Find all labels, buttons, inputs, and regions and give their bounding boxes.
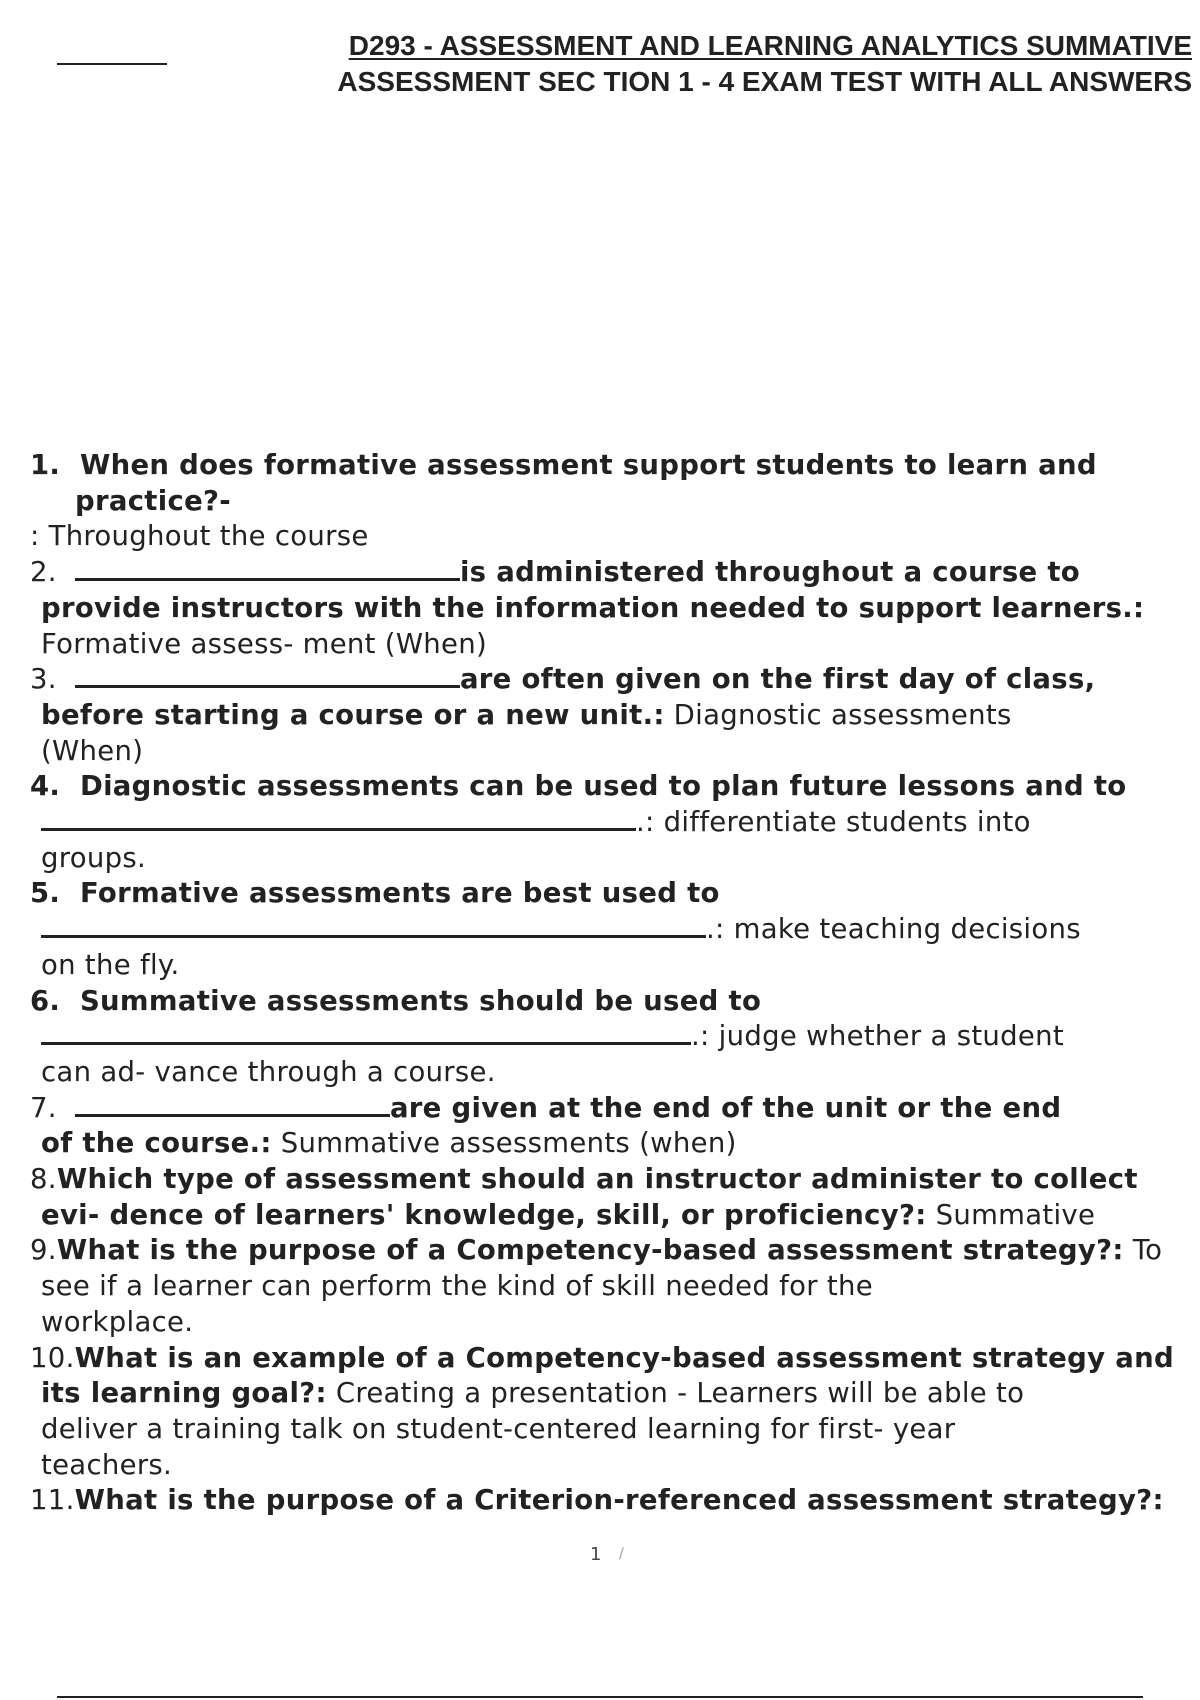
fill-in-blank [41, 1020, 691, 1045]
title-underline-lead [57, 63, 167, 65]
page-number: 1 [590, 1544, 602, 1565]
question-number: 2. [30, 556, 57, 589]
footer-rule [57, 1696, 1143, 1698]
question-number: 3. [30, 663, 57, 696]
question-text: What is an example of a Competency-based assessment strategy and [74, 1341, 1174, 1374]
question-text-cont: of the course.: [41, 1127, 272, 1160]
answer-text: To [1132, 1234, 1163, 1267]
question-item [30, 876, 1195, 983]
fill-in-blank [75, 663, 460, 688]
question-text-cont: its learning goal?: [41, 1377, 327, 1410]
answer-text: : Throughout the course [30, 520, 369, 553]
question-number: 7. [30, 1091, 57, 1124]
question-text-cont: practice?- [75, 484, 231, 517]
question-item [30, 1091, 1195, 1162]
answer-text-cont: (When) [41, 734, 144, 767]
answer-text: Summative assessments (when) [280, 1127, 737, 1160]
question-text: Diagnostic assessments can be used to plan future lessons and to [79, 770, 1127, 803]
fill-in-blank [41, 806, 636, 831]
question-text: Summative assessments should be used to [79, 984, 762, 1017]
answer-text: Formative assess- ment (When) [41, 627, 488, 660]
question-item [30, 555, 1195, 662]
question-item [30, 984, 1195, 1091]
question-text: are given at the end of the unit or the end [389, 1091, 1062, 1124]
fill-in-blank [41, 913, 706, 938]
answer-text: .: differentiate students into [636, 806, 1031, 839]
question-number: 6. [30, 984, 61, 1017]
document-title-line-2: ASSESSMENT SEC TION 1 - 4 EXAM TEST WITH ALL ANSWERS [337, 66, 1192, 97]
question-text: are often given on the first day of class, [459, 663, 1096, 696]
question-item [30, 769, 1195, 876]
answer-text-cont: workplace. [41, 1305, 194, 1338]
document-title-line-1: D293 - ASSESSMENT AND LEARNING ANALYTICS SUMMATIVE [348, 30, 1192, 61]
answer-text-cont: groups. [41, 841, 147, 874]
question-text-cont: before starting a course or a new unit.: [41, 698, 665, 731]
question-number: 9. [30, 1234, 57, 1267]
fill-in-blank [75, 556, 460, 581]
answer-text: Diagnostic assessments [673, 698, 1012, 731]
question-number: 8. [30, 1163, 57, 1196]
answer-text-cont: on the fly. [41, 948, 180, 981]
question-text: When does formative assessment support students to learn and [79, 449, 1097, 481]
question-text-cont: evi- dence of learners' knowledge, skill, or proficiency?: [41, 1198, 927, 1231]
question-item [30, 1162, 1195, 1233]
answer-text: Summative [935, 1198, 1096, 1231]
answer-text: .: make teaching decisions [706, 913, 1081, 946]
question-text-cont: provide instructors with the information needed to support learners.: [41, 591, 1145, 624]
fill-in-blank [75, 1092, 390, 1117]
answer-text-cont: teachers. [41, 1448, 173, 1481]
question-item [30, 662, 1195, 769]
question-number: 11. [30, 1484, 75, 1517]
question-number: 4. [30, 770, 61, 803]
question-item [30, 1233, 1195, 1340]
question-text: What is the purpose of a Criterion-referenced assessment strategy?: [74, 1484, 1164, 1517]
question-item [30, 1341, 1195, 1484]
question-number: 10. [30, 1341, 75, 1374]
question-list [30, 448, 1195, 1519]
answer-text-cont: deliver a training talk on student-centered learning for first- year [41, 1412, 956, 1445]
page-separator: / [619, 1546, 624, 1562]
answer-text: .: judge whether a student [691, 1020, 1064, 1053]
question-text: is administered throughout a course to [459, 556, 1080, 589]
question-text: What is the purpose of a Competency-based assessment strategy?: [56, 1234, 1124, 1267]
question-number: 5. [30, 877, 61, 910]
answer-text: Creating a presentation - Learners will be able to [335, 1377, 1025, 1410]
answer-text-cont: can ad- vance through a course. [41, 1055, 496, 1088]
answer-text-cont: see if a learner can perform the kind of skill needed for the [41, 1270, 873, 1303]
question-text: Which type of assessment should an instructor administer to collect [56, 1163, 1138, 1196]
question-text: Formative assessments are best used to [79, 877, 720, 910]
question-item [30, 1483, 1195, 1519]
question-number: 1. [30, 449, 61, 481]
question-item [30, 448, 1195, 555]
